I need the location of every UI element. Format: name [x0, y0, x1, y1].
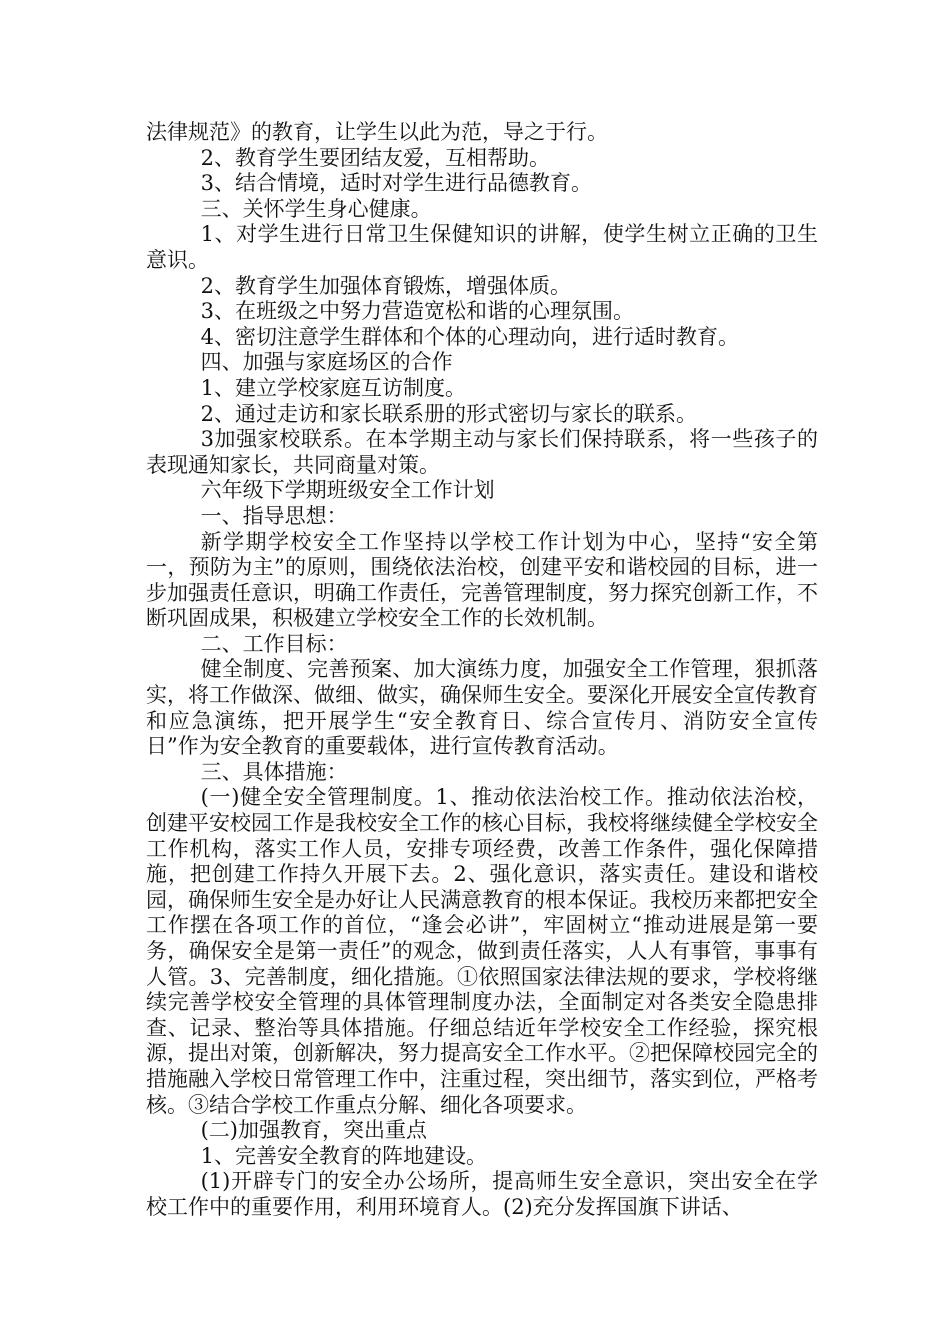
paragraph: 1、建立学校家庭互访制度。	[200, 375, 466, 400]
paragraph: 1、对学生进行日常卫生保健知识的讲解，使学生树立正确的卫生意识。	[146, 222, 818, 272]
section-heading: 一、指导思想：	[200, 503, 348, 528]
paragraph: 3、结合情境，适时对学生进行品德教育。	[200, 171, 592, 196]
paragraph: 2、教育学生要团结友爱，互相帮助。	[200, 145, 550, 170]
paragraph: 新学期学校安全工作坚持以学校工作计划为中心，坚持“安全第一，预防为主”的原则，围绕依法治校，创建平安和谐校园的目标，进一步加强责任意识，明确工作责任，完善管理制度，努力探究创新工作，不断巩固成果，积极建立学校安全工作的长效机制。	[146, 529, 818, 631]
section-heading: 三、具体措施：	[200, 759, 348, 784]
section-heading: (二)加强教育，突出重点	[200, 1118, 427, 1143]
paragraph: 法律规范》的教育，让学生以此为范，导之于行。	[146, 120, 608, 144]
paragraph: 3加强家校联系。在本学期主动与家长们保持联系，将一些孩子的表现通知家长，共同商量对策。	[146, 427, 818, 477]
document-body	[146, 120, 818, 1221]
paragraph: 2、通过走访和家长联系册的形式密切与家长的联系。	[200, 401, 697, 426]
document-title: 六年级下学期班级安全工作计划	[200, 478, 495, 503]
paragraph: (1)开辟专门的安全办公场所，提高师生安全意识，突出安全在学校工作中的重要作用，利用环境育人。(2)充分发挥国旗下讲话、	[146, 1169, 818, 1219]
paragraph: 健全制度、完善预案、加大演练力度，加强安全工作管理，狠抓落实，将工作做深、做细、做实，确保师生安全。要深化开展安全宣传教育和应急演练，把开展学生“安全教育日、综合宣传月、消防安全宣传日”作为安全教育的重要载体，进行宣传教育活动。	[146, 657, 818, 759]
paragraph: (一)健全安全管理制度。1、推动依法治校工作。推动依法治校，创建平安校园工作是我校安全工作的核心目标，我校将继续健全学校安全工作机构，落实工作人员，安排专项经费，改善工作条件，强化保障措施，把创建工作持久开展下去。2、强化意识，落实责任。建设和谐校园，确保师生安全是办好让人民满意教育的根本保证。我校历来都把安全工作摆在各项工作的首位，“逢会必讲”，牢固树立“推动进展是第一要务，确保安全是第一责任”的观念，做到责任落实，人人有事管，事事有人管。3、完善制度，细化措施。①依照国家法律法规的要求，学校将继续完善学校安全管理的具体管理制度办法，全面制定对各类安全隐患排查、记录、整治等具体措施。仔细总结近年学校安全工作经验，探究根源，提出对策，创新解决，努力提高安全工作水平。②把保障校园完全的措施融入学校日常管理工作中，注重过程，突出细节，落实到位，严格考核。③结合学校工作重点分解、细化各项要求。	[146, 785, 818, 1117]
section-heading: 二、工作目标：	[200, 631, 348, 656]
paragraph: 1、完善安全教育的阵地建设。	[200, 1143, 487, 1168]
paragraph: 3、在班级之中努力营造宽松和谐的心理氛围。	[200, 299, 634, 324]
paragraph: 4、密切注意学生群体和个体的心理动向，进行适时教育。	[200, 324, 739, 349]
paragraph: 2、教育学生加强体育锻炼，增强体质。	[200, 273, 571, 298]
section-heading: 四、加强与家庭场区的合作	[200, 350, 453, 375]
section-heading: 三、关怀学生身心健康。	[200, 196, 432, 221]
